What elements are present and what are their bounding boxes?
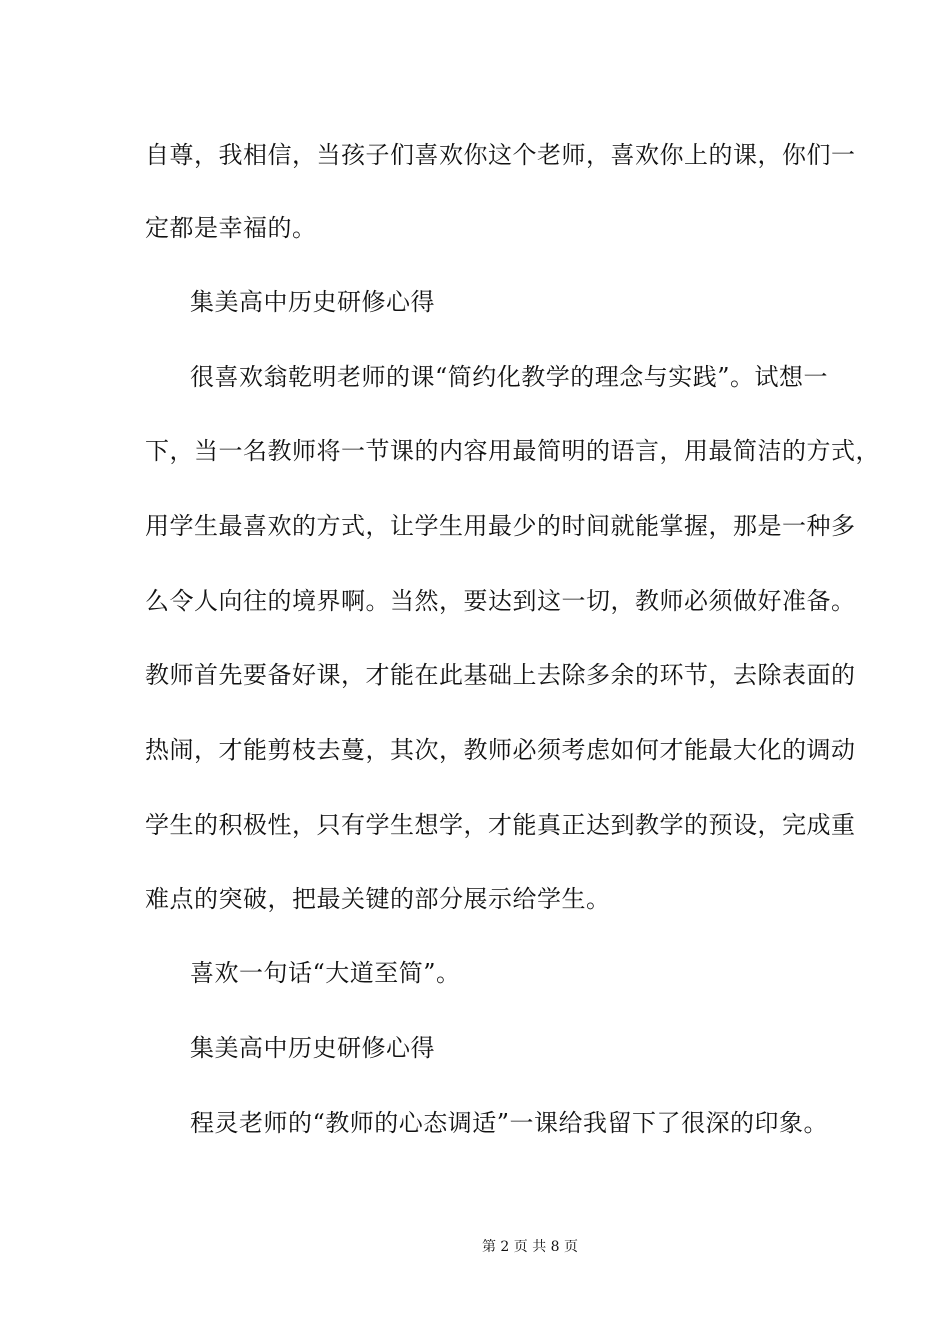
- text-line: 用学生最喜欢的方式，让学生用最少的时间就能掌握，那是一种多: [145, 512, 856, 540]
- paragraph-first-line: 喜欢一句话“大道至简”。: [190, 959, 461, 987]
- text-line: 热闹，才能剪枝去蔓，其次，教师必须考虑如何才能最大化的调动: [145, 736, 856, 764]
- text-line: 自尊，我相信，当孩子们喜欢你这个老师，喜欢你上的课，你们一: [145, 141, 856, 169]
- text-line: 教师首先要备好课，才能在此基础上去除多余的环节，去除表面的: [145, 661, 856, 689]
- text-line: 难点的突破，把最关键的部分展示给学生。: [145, 885, 611, 913]
- section-heading: 集美高中历史研修心得: [190, 288, 435, 316]
- text-line: 学生的积极性，只有学生想学，才能真正达到教学的预设，完成重: [145, 811, 856, 839]
- paragraph-first-line: 很喜欢翁乾明老师的课“简约化教学的理念与实践”。试想一: [190, 363, 829, 391]
- text-line: 定都是幸福的。: [145, 214, 317, 242]
- paragraph-first-line: 程灵老师的“教师的心态调适”一课给我留下了很深的印象。: [190, 1109, 829, 1137]
- text-line: 么令人向往的境界啊。当然，要达到这一切，教师必须做好准备。: [145, 587, 856, 615]
- text-line: 下，当一名教师将一节课的内容用最简明的语言，用最简洁的方式，: [145, 437, 880, 465]
- section-heading: 集美高中历史研修心得: [190, 1034, 435, 1062]
- page-number-footer: 第 2 页 共 8 页: [481, 1239, 579, 1255]
